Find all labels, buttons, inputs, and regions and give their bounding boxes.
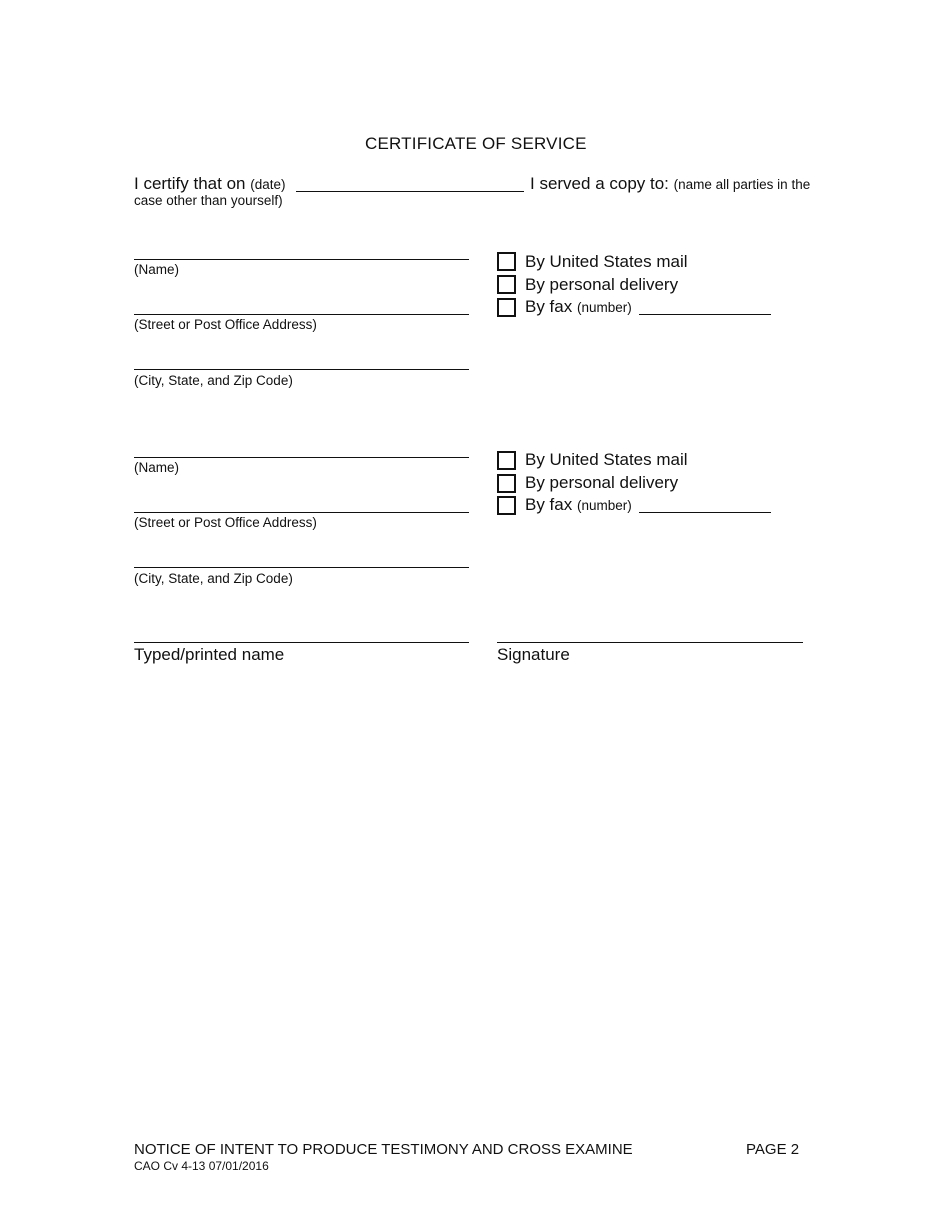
footer-page-number: PAGE 2 [746, 1141, 800, 1158]
party-1-name-label: (Name) [134, 262, 180, 277]
party-2-mail-checkbox[interactable] [497, 451, 516, 470]
party-1-personal-label: By personal delivery [525, 275, 679, 294]
footer-form-code: CAO Cv 4-13 07/01/2016 [134, 1159, 269, 1173]
party-1-street-line[interactable] [134, 314, 469, 315]
served-hint-continued: case other than yourself) [134, 193, 283, 208]
party-1-fax-hint: (number) [576, 300, 632, 315]
party-2-personal-label: By personal delivery [525, 473, 679, 492]
typed-name-label: Typed/printed name [134, 645, 285, 664]
party-2-name-label: (Name) [134, 460, 180, 475]
party-2-fax-hint: (number) [576, 498, 632, 513]
party-2-mail-label: By United States mail [525, 450, 688, 469]
date-input-line[interactable] [296, 191, 524, 192]
party-2-fax-label [525, 495, 632, 515]
party-2-fax-text: By fax [525, 495, 573, 514]
party-1-city-line[interactable] [134, 369, 469, 370]
served-text: I served a copy to: [530, 174, 669, 193]
party-1-fax-number-line[interactable] [639, 314, 771, 315]
signature-label: Signature [497, 645, 570, 664]
party-2-fax-checkbox[interactable] [497, 496, 516, 515]
certify-prefix: I certify that on [134, 174, 246, 193]
certify-statement [134, 174, 286, 194]
party-2-street-label: (Street or Post Office Address) [134, 515, 317, 530]
party-2-city-line[interactable] [134, 567, 469, 568]
party-1-city-label: (City, State, and Zip Code) [134, 373, 293, 388]
served-statement [530, 174, 810, 194]
party-1-mail-checkbox[interactable] [497, 252, 516, 271]
party-1-mail-label: By United States mail [525, 252, 688, 271]
typed-name-line[interactable] [134, 642, 469, 643]
party-1-fax-checkbox[interactable] [497, 298, 516, 317]
party-2-fax-number-line[interactable] [639, 512, 771, 513]
party-1-street-label: (Street or Post Office Address) [134, 317, 317, 332]
date-hint: (date) [250, 177, 286, 192]
party-2-city-label: (City, State, and Zip Code) [134, 571, 293, 586]
page-title: CERTIFICATE OF SERVICE [365, 134, 587, 153]
party-1-fax-label [525, 297, 632, 317]
party-1-fax-text: By fax [525, 297, 573, 316]
party-2-name-line[interactable] [134, 457, 469, 458]
party-1-personal-checkbox[interactable] [497, 275, 516, 294]
party-2-personal-checkbox[interactable] [497, 474, 516, 493]
signature-line[interactable] [497, 642, 803, 643]
served-hint: (name all parties in the [673, 177, 811, 192]
party-2-street-line[interactable] [134, 512, 469, 513]
footer-document-title: NOTICE OF INTENT TO PRODUCE TESTIMONY AND CROSS EXAMINE [134, 1141, 633, 1158]
party-1-name-line[interactable] [134, 259, 469, 260]
